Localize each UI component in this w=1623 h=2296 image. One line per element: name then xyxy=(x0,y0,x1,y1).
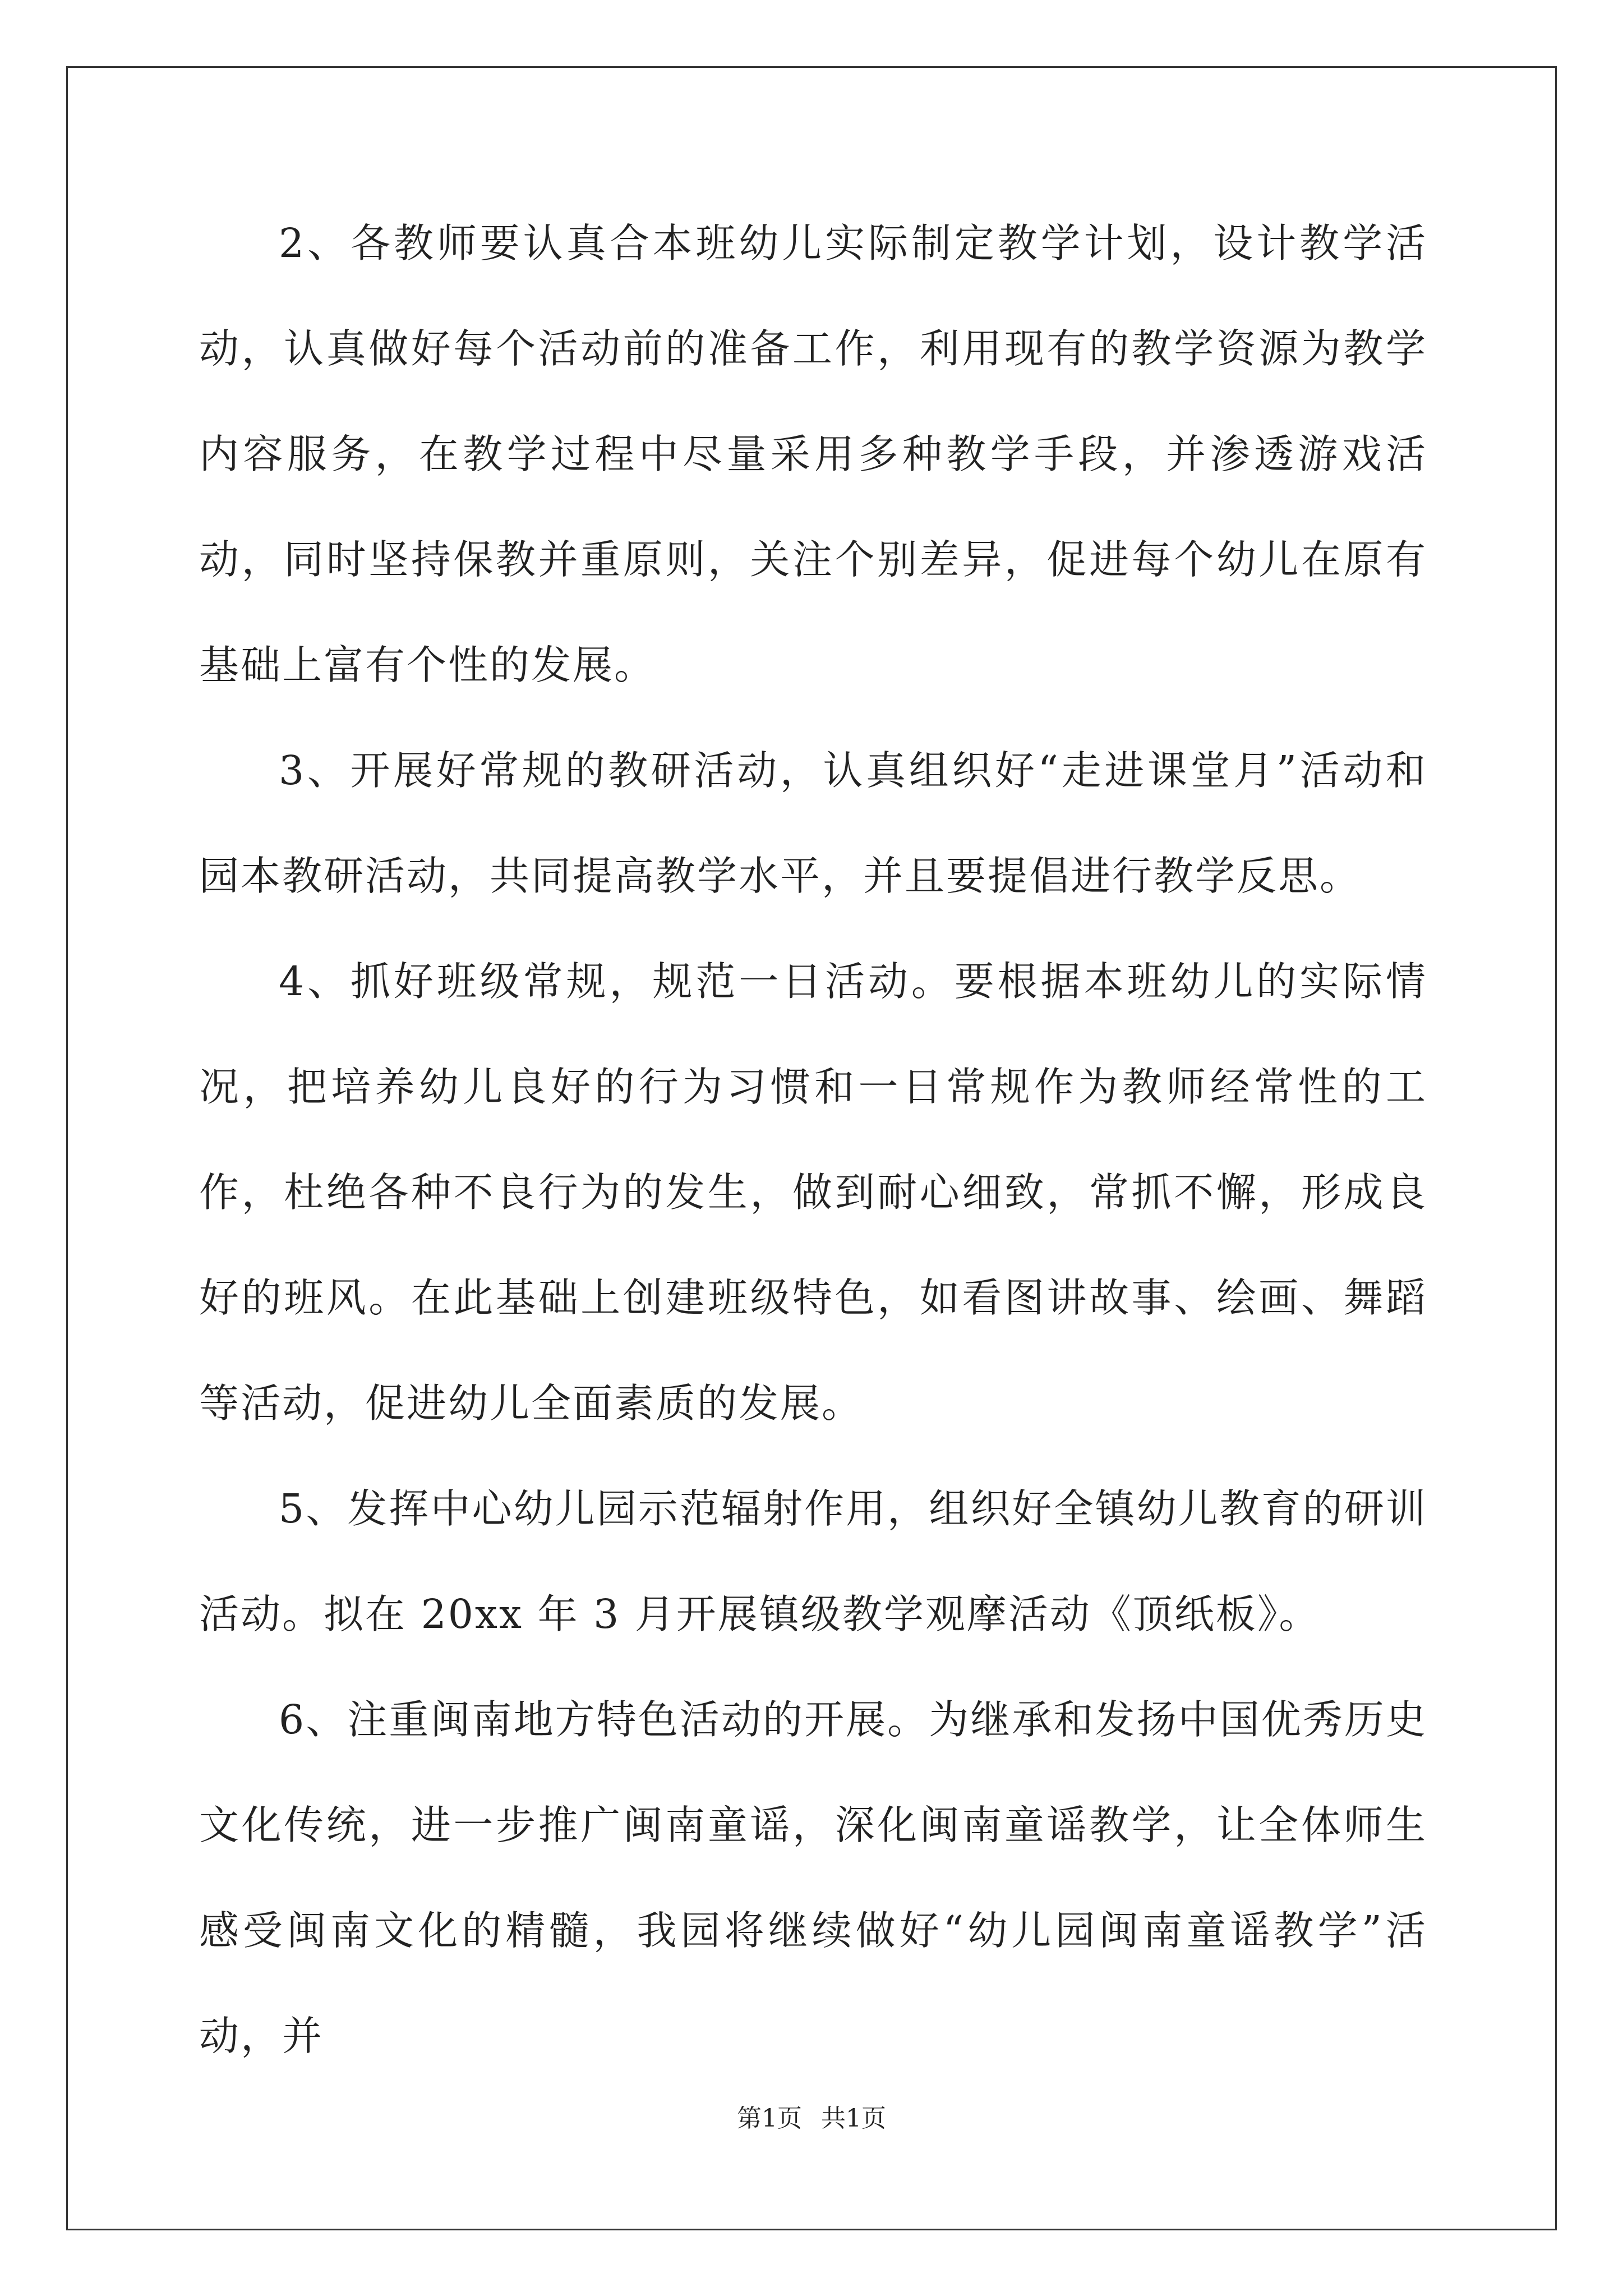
paragraph-item-2: 2、各教师要认真合本班幼儿实际制定教学计划，设计教学活动，认真做好每个活动前的准备工作，利用现有的教学资源为教学内容服务，在教学过程中尽量采用多种教学手段，并渗透游戏活动，同时坚持保教并重原则，关注个别差异，促进每个幼儿在原有基础上富有个性的发展。 xyxy=(199,220,1427,688)
paragraph-item-6: 6、注重闽南地方特色活动的开展。为继承和发扬中国优秀历史文化传统，进一步推广闽南童谣，深化闽南童谣教学，让全体师生感受闽南文化的精髓，我园将继续做好“幼儿园闽南童谣教学”活动，并 xyxy=(199,1696,1427,2059)
paragraph-item-5: 5、发挥中心幼儿园示范辐射作用，组织好全镇幼儿教育的研训活动。拟在 20xx 年 3 月开展镇级教学观摩活动《顶纸板》。 xyxy=(199,1485,1427,1637)
page-number: 第1页 xyxy=(737,2104,802,2133)
paragraph-item-3: 3、开展好常规的教研活动，认真组织好“走进课堂月”活动和园本教研活动，共同提高教学水平，并且要提倡进行教学反思。 xyxy=(199,747,1427,899)
page-total: 共1页 xyxy=(821,2104,886,2133)
page-footer xyxy=(0,2098,1623,2134)
document-body xyxy=(199,191,1427,2089)
paragraph-item-4: 4、抓好班级常规，规范一日活动。要根据本班幼儿的实际情况，把培养幼儿良好的行为习惯和一日常规作为教师经常性的工作，杜绝各种不良行为的发生，做到耐心细致，常抓不懈，形成良好的班风。在此基础上创建班级特色，如看图讲故事、绘画、舞蹈等活动，促进幼儿全面素质的发展。 xyxy=(199,958,1427,1427)
